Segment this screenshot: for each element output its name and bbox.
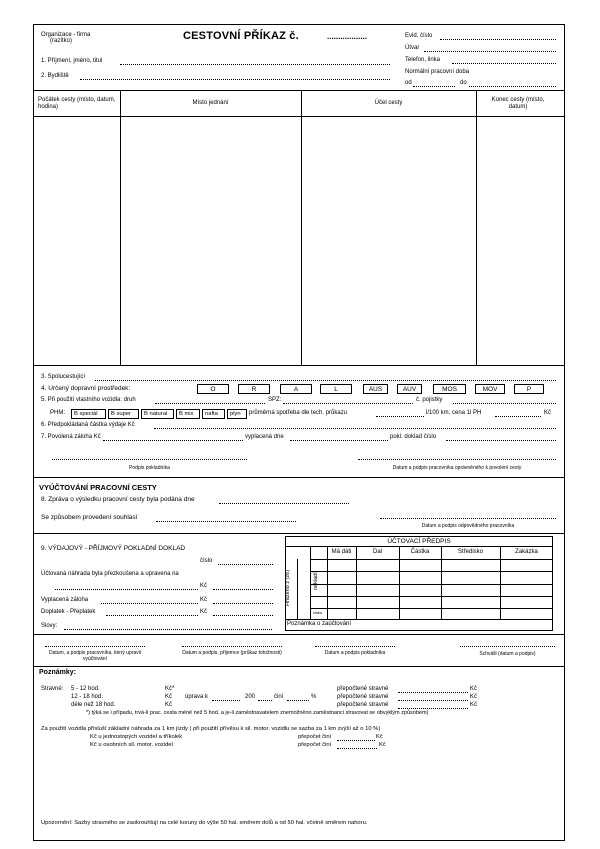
transport-option-r[interactable]: R — [238, 384, 270, 394]
balance-field[interactable] — [106, 615, 198, 616]
cashier-signature-field[interactable] — [52, 459, 247, 460]
allowance-row2-percent-field[interactable] — [287, 700, 309, 701]
advance-paid-field[interactable] — [101, 603, 198, 604]
price-field[interactable] — [495, 416, 541, 417]
allowance-row1-recalc-currency: Kč — [470, 686, 478, 692]
divider — [33, 365, 565, 366]
trip-place-cell[interactable] — [120, 117, 301, 364]
allowance-row2-equals: činí — [274, 694, 284, 700]
divider — [356, 546, 357, 619]
divider — [310, 584, 553, 585]
approver-signature-label: Datum a podpis pracovníka oprávněného k povolení cesty — [392, 465, 522, 471]
consumption-label: průměrná spotřeba dle tech. průkazu — [249, 410, 348, 416]
costs-label: nákladů — [313, 570, 319, 590]
col-purpose: Účel cesty — [374, 100, 403, 106]
approval-field[interactable] — [156, 521, 296, 522]
work-hours-from-field[interactable] — [413, 86, 455, 87]
transport-option-l[interactable]: L — [320, 384, 352, 394]
balance-label: Doplatek - Přeplatek — [41, 609, 96, 615]
fuel-option-1[interactable]: B super — [108, 409, 139, 419]
accounting-col-4: Zakázka — [515, 549, 538, 555]
form-number-field[interactable]: .................. — [327, 32, 368, 41]
divider — [310, 571, 553, 572]
transport-option-auv[interactable]: AUV — [397, 384, 422, 394]
divider — [476, 90, 477, 365]
report-date-field[interactable] — [219, 503, 349, 504]
doc-number-label: číslo — [200, 558, 213, 564]
allowance-row3-recalc-currency: Kč — [470, 702, 478, 708]
vehicle-recalc-1-label: přepočet činí — [298, 734, 332, 740]
vehicle-note-car: Kč u osobních sil. motor. vozidel — [90, 742, 173, 748]
cash-doc-label: pokl. doklad číslo — [390, 434, 437, 440]
transport-option-p[interactable]: P — [514, 384, 544, 394]
allowance-row2-base-field[interactable] — [258, 700, 272, 701]
recipient-signature-field[interactable] — [182, 646, 282, 647]
advance-paid-label: Vyplacená záloha — [41, 597, 89, 603]
price-currency: Kč — [544, 410, 552, 416]
form-title: CESTOVNÍ PŘÍKAZ č. — [183, 30, 299, 42]
vehicle-type-field[interactable] — [155, 403, 265, 404]
rounding-warning: Upozornění: Sazby stravného se zaokrouhlují na celé koruny do výše 50 hal. směrem dolů a od 50 hal. včetně směrem nahoru. — [41, 820, 368, 826]
policy-label: č. pojistky — [416, 397, 443, 403]
balance-field-2[interactable] — [213, 615, 273, 616]
allowance-row2-adjust: úprava k — [185, 694, 209, 700]
allowance-footnote: *) týká se i případu, trvá-li prac. cesta méně než 5 hod. a je-li zaměstnavatelem znemožněno zaměstnanci stravovat se obvyklým způsobem) — [86, 710, 429, 716]
allowance-row1-recalc: přepočtené stravné — [337, 686, 389, 692]
utvar-label: Útvar — [405, 45, 420, 51]
evid-field[interactable] — [440, 39, 556, 40]
fuel-option-0[interactable]: B speciál — [71, 409, 106, 419]
transport-option-aus[interactable]: AUS — [363, 384, 388, 394]
price-label: l/100 km, cena 1l PH — [426, 410, 482, 416]
paid-from-label: Hrazeno z (ze) — [285, 569, 291, 606]
notes-heading: Poznámky: — [39, 669, 76, 676]
settlement-heading: VYÚČTOVÁNÍ PRACOVNÍ CESTY — [39, 483, 157, 492]
fuel-option-4[interactable]: nafta — [202, 409, 225, 419]
allowance-row2-recalc-currency: Kč — [470, 694, 478, 700]
policy-field[interactable] — [453, 403, 556, 404]
accounting-note-label: Poznámka o zaúčtování — [287, 621, 352, 627]
item-8-label: 8. Zpráva o výsledku pracovní cesty byla podána dne — [41, 496, 195, 503]
org-label: Organizace - firma — [41, 32, 91, 38]
telefon-field[interactable] — [452, 63, 556, 64]
phm-label: PHM: — [50, 410, 65, 416]
item-4-label: 4. Určený dopravní prostředek: — [41, 385, 131, 392]
col-start: Počátek cesty (místo, datum, hodina) — [38, 97, 116, 110]
advance-paid-field-2[interactable] — [213, 603, 273, 604]
responsible-signature-label: Datum a podpis odpovědného pracovníka — [421, 523, 515, 529]
item-3-label: 3. Spolucestující — [41, 374, 86, 380]
advance-field[interactable] — [103, 440, 243, 441]
divider — [310, 596, 553, 597]
utvar-field[interactable] — [424, 51, 556, 52]
accounting-title: ÚČTOVACÍ PŘEDPIS — [387, 538, 451, 545]
transport-option-a[interactable]: A — [280, 384, 312, 394]
balance-currency: Kč — [200, 609, 208, 615]
approver-signature-field[interactable] — [358, 459, 556, 460]
accounting-col-1: Dal — [372, 549, 382, 555]
allowance-row2-field[interactable] — [398, 700, 468, 701]
divider — [33, 90, 565, 91]
divider — [297, 559, 298, 619]
companions-field[interactable] — [95, 380, 556, 381]
allowance-row1-currency: Kč* — [165, 686, 175, 692]
approved-by-field[interactable] — [460, 646, 555, 647]
item-7-label: 7. Povolená záloha Kč — [41, 434, 101, 440]
divider — [310, 559, 553, 560]
allowance-row3-recalc: přepočtené stravné — [337, 702, 389, 708]
allowance-row2-percent: % — [311, 694, 317, 700]
work-hours-from-label: od — [405, 80, 412, 86]
accounting-col-0: Má dáti — [331, 549, 352, 555]
divider — [285, 546, 553, 547]
item-6-label: 6. Předpokládaná částka výdaje Kč — [41, 422, 135, 428]
divider — [301, 90, 302, 365]
advance-paid-currency: Kč — [200, 597, 208, 603]
in-words-field[interactable] — [64, 629, 272, 630]
allowance-row1-hours: 5 - 12 hod. — [71, 686, 100, 692]
divider — [33, 477, 565, 478]
work-hours-to-label: do — [460, 80, 467, 86]
spz-label: SPZ: — [268, 397, 282, 403]
spz-field[interactable] — [283, 403, 413, 404]
vehicle-recalc-1-field[interactable] — [337, 740, 375, 741]
approval-label: Se způsobem provedení souhlasí — [41, 514, 138, 521]
vehicle-recalc-2-field[interactable] — [337, 748, 377, 749]
allowance-row2-hours: 12 - 18 hod. — [71, 694, 104, 700]
allowance-row2-currency: Kč — [165, 694, 173, 700]
cash-doc-field[interactable] — [446, 440, 556, 441]
fuel-option-2[interactable]: B natural — [141, 409, 174, 419]
transport-option-mov[interactable]: MOV — [475, 384, 505, 394]
allowance-label: Stravné: — [41, 686, 64, 692]
accounting-col-3: Středisko — [457, 549, 483, 555]
vehicle-recalc-2-label: přepočet činí — [298, 742, 332, 748]
item-5-label: 5. Při použití vlastního vozidla: druh — [41, 397, 136, 403]
fuel-option-5[interactable]: plyn — [227, 409, 247, 419]
reviewed-amount-field[interactable] — [55, 589, 198, 590]
expected-amount-field[interactable] — [154, 428, 556, 429]
divider — [33, 533, 565, 534]
paid-date-label: vyplacená dne — [245, 434, 284, 440]
transport-option-mos[interactable]: MOS — [433, 384, 466, 394]
reviewed-amount-field-2[interactable] — [213, 589, 273, 590]
divider — [441, 546, 442, 619]
divider — [327, 546, 328, 619]
recipient-signature-label: Datum a podpis, příjemce (průkaz totožnosti) — [182, 650, 282, 656]
editor-signature-label: Datum, a podpis pracovníka, který upravil vyúčtování — [49, 650, 141, 662]
allowance-row1-field[interactable] — [398, 692, 468, 693]
allowance-row2-base: 200 — [245, 694, 256, 700]
cashier2-signature-field[interactable] — [315, 646, 395, 647]
address-label: 2. Bydliště — [41, 73, 69, 79]
accounting-note-field[interactable] — [286, 629, 552, 630]
divider — [285, 619, 553, 620]
transport-option-o[interactable]: O — [197, 384, 229, 394]
profit-label: zisku — [313, 610, 323, 615]
paid-date-field[interactable] — [290, 440, 388, 441]
item-9-label: 9. VÝDAJOVÝ - PŘÍJMOVÝ POKLADNÍ DOKLAD — [41, 545, 186, 552]
divider — [310, 546, 311, 619]
consumption-field[interactable] — [376, 416, 424, 417]
reviewed-label: Účtovaná náhrada byla přezkoušena a upravena na — [41, 571, 179, 577]
allowance-row2-adjust-field[interactable] — [212, 700, 240, 701]
divider — [399, 546, 400, 619]
editor-signature-field[interactable] — [45, 646, 145, 647]
vehicle-note: Za použití vozidla přísluší základní náhrada za 1 km jízdy ( při použití přívěsu k sil. motor. vozidlu se sazba za 1 km zvýší až o 10 %) — [41, 726, 381, 732]
work-hours-label: Normální pracovní doba — [405, 69, 470, 75]
name-field[interactable] — [120, 64, 390, 65]
vehicle-note-motorbike: Kč u jednostopých vozidel a tříkolek — [90, 734, 183, 740]
work-hours-to-field[interactable] — [469, 86, 556, 87]
divider — [500, 546, 501, 619]
responsible-signature-field[interactable] — [380, 518, 556, 519]
vehicle-recalc-2-currency: Kč — [379, 742, 386, 748]
telefon-label: Telefon, linka — [405, 57, 441, 63]
doc-number-field[interactable] — [218, 564, 273, 565]
allowance-row3-hours: déle než 18 hod. — [71, 702, 116, 708]
approved-by-label: Schválil (datum a podpis) — [479, 651, 536, 657]
divider — [33, 666, 565, 667]
evid-label: Evid. číslo — [405, 33, 433, 39]
col-place: Místo jednání — [192, 100, 229, 106]
name-label: 1. Příjmení, jméno, titul — [41, 58, 103, 64]
col-end: Konec cesty (místo, datum) — [491, 97, 545, 110]
divider — [310, 608, 553, 609]
in-words-label: Slovy: — [41, 623, 58, 629]
org-stamp-label: (razítko) — [50, 38, 73, 44]
allowance-row3-field[interactable] — [398, 708, 468, 709]
address-field[interactable] — [80, 79, 390, 80]
divider — [33, 634, 565, 635]
reviewed-currency: Kč — [200, 583, 208, 589]
allowance-row3-currency: Kč — [165, 702, 173, 708]
fuel-option-3[interactable]: B mix — [176, 409, 200, 419]
vehicle-recalc-1-currency: Kč — [376, 734, 383, 740]
allowance-row2-recalc: přepočtené stravné — [337, 694, 389, 700]
cashier-signature-label: Podpis pokladníka — [129, 465, 170, 471]
cashier2-signature-label: Datum a podpis pokladníka — [324, 650, 386, 656]
accounting-col-2: Částka — [410, 549, 430, 555]
